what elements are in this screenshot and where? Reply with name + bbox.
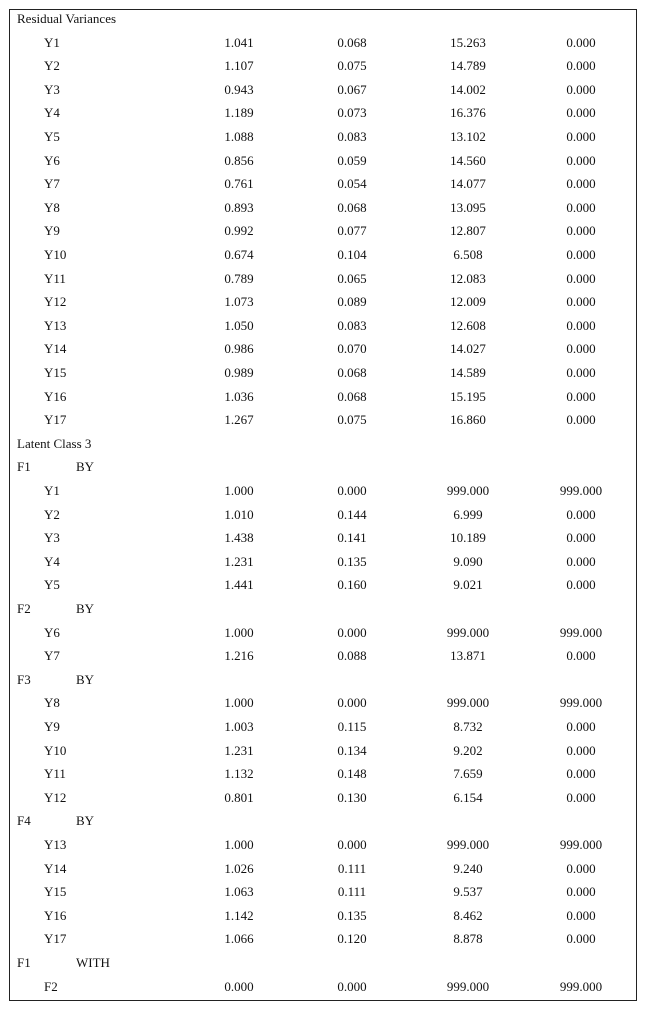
est-se-cell: 10.189 bbox=[450, 530, 486, 546]
variable-label: Y1 bbox=[44, 34, 60, 50]
se-cell: 0.120 bbox=[337, 931, 367, 947]
se-cell: 0.075 bbox=[337, 58, 367, 74]
p-value-cell: 0.000 bbox=[566, 58, 596, 74]
variable-label: Y11 bbox=[44, 270, 66, 286]
section-heading-row bbox=[0, 9, 650, 29]
p-value-cell: 0.000 bbox=[566, 719, 596, 734]
se-cell: 0.000 bbox=[337, 837, 367, 852]
estimate-cell: 1.142 bbox=[224, 907, 254, 923]
se-cell: 0.135 bbox=[337, 907, 367, 923]
table-row bbox=[0, 575, 650, 595]
table-row bbox=[0, 693, 650, 713]
table-row bbox=[0, 410, 650, 430]
table-row bbox=[0, 835, 650, 855]
est-se-cell: 7.659 bbox=[453, 766, 483, 782]
variable-label: Y12 bbox=[44, 789, 67, 805]
p-value-cell: 0.000 bbox=[566, 247, 596, 262]
factor-keyword: BY bbox=[76, 459, 95, 475]
se-cell: 0.054 bbox=[337, 176, 367, 192]
p-value-cell: 0.000 bbox=[566, 199, 596, 215]
se-cell: 0.111 bbox=[337, 860, 367, 876]
est-se-cell: 9.090 bbox=[453, 553, 483, 569]
est-se-cell: 999.000 bbox=[446, 695, 490, 711]
estimate-cell: 0.989 bbox=[224, 365, 254, 380]
est-se-cell: 6.999 bbox=[453, 506, 483, 522]
se-cell: 0.083 bbox=[337, 317, 367, 333]
se-cell: 0.067 bbox=[337, 81, 367, 97]
estimate-cell: 1.041 bbox=[224, 34, 254, 50]
se-cell: 0.088 bbox=[337, 648, 367, 664]
table-row bbox=[0, 788, 650, 808]
estimate-cell: 1.231 bbox=[224, 553, 254, 569]
variable-label: Y8 bbox=[44, 199, 60, 215]
table-row bbox=[0, 623, 650, 643]
est-se-cell: 15.263 bbox=[450, 34, 486, 50]
p-value-cell: 0.000 bbox=[566, 365, 596, 380]
table-row bbox=[0, 80, 650, 100]
table-row bbox=[0, 528, 650, 548]
est-se-cell: 999.000 bbox=[446, 483, 490, 498]
p-value-cell: 0.000 bbox=[566, 412, 596, 428]
estimate-cell: 1.189 bbox=[224, 105, 254, 121]
table-row bbox=[0, 127, 650, 147]
variable-label: Y7 bbox=[44, 176, 60, 192]
variable-label: Y4 bbox=[44, 105, 60, 121]
se-cell: 0.144 bbox=[337, 506, 367, 522]
se-cell: 0.083 bbox=[337, 129, 367, 144]
table-row bbox=[0, 764, 650, 784]
est-se-cell: 13.095 bbox=[450, 199, 486, 215]
se-cell: 0.075 bbox=[337, 412, 367, 428]
variable-label: Y13 bbox=[44, 837, 67, 852]
est-se-cell: 12.083 bbox=[450, 270, 486, 286]
estimate-cell: 1.000 bbox=[224, 483, 254, 498]
factor-keyword: WITH bbox=[76, 955, 110, 970]
estimate-cell: 1.132 bbox=[224, 766, 254, 782]
p-value-cell: 0.000 bbox=[566, 34, 596, 50]
variable-label: Y8 bbox=[44, 695, 60, 711]
se-cell: 0.115 bbox=[337, 719, 367, 734]
est-se-cell: 6.508 bbox=[453, 247, 483, 262]
p-value-cell: 0.000 bbox=[566, 341, 596, 357]
table-row bbox=[0, 316, 650, 336]
est-se-cell: 14.589 bbox=[450, 365, 486, 380]
table-row bbox=[0, 505, 650, 525]
factor-keyword: BY bbox=[76, 601, 95, 616]
table-row bbox=[0, 221, 650, 241]
variable-label: Y13 bbox=[44, 317, 67, 333]
p-value-cell: 0.000 bbox=[566, 506, 596, 522]
table-row bbox=[0, 929, 650, 949]
factor-heading-row bbox=[0, 457, 650, 477]
p-value-cell: 0.000 bbox=[566, 388, 596, 404]
variable-label: Y2 bbox=[44, 506, 60, 522]
estimate-cell: 1.050 bbox=[224, 317, 254, 333]
est-se-cell: 15.195 bbox=[450, 388, 486, 404]
variable-label: Y14 bbox=[44, 860, 67, 876]
estimate-cell: 1.036 bbox=[224, 388, 254, 404]
section-heading: Latent Class 3 bbox=[17, 435, 92, 451]
estimate-cell: 0.943 bbox=[224, 81, 254, 97]
estimate-cell: 0.992 bbox=[224, 223, 254, 239]
est-se-cell: 13.871 bbox=[450, 648, 486, 664]
estimate-cell: 1.438 bbox=[224, 530, 254, 546]
se-cell: 0.070 bbox=[337, 341, 367, 357]
est-se-cell: 999.000 bbox=[446, 837, 490, 852]
p-value-cell: 999.000 bbox=[559, 483, 603, 498]
variable-label: Y1 bbox=[44, 483, 60, 498]
p-value-cell: 0.000 bbox=[566, 317, 596, 333]
se-cell: 0.160 bbox=[337, 577, 367, 593]
p-value-cell: 0.000 bbox=[566, 223, 596, 239]
se-cell: 0.141 bbox=[337, 530, 367, 546]
p-value-cell: 0.000 bbox=[566, 294, 596, 310]
est-se-cell: 14.560 bbox=[450, 152, 486, 168]
variable-label: Y14 bbox=[44, 341, 67, 357]
table-row bbox=[0, 741, 650, 761]
table-row bbox=[0, 151, 650, 171]
variable-label: Y9 bbox=[44, 719, 60, 734]
p-value-cell: 0.000 bbox=[566, 789, 596, 805]
table-row bbox=[0, 481, 650, 501]
estimate-cell: 0.856 bbox=[224, 152, 254, 168]
table-row bbox=[0, 33, 650, 53]
estimate-cell: 0.674 bbox=[224, 247, 254, 262]
p-value-cell: 0.000 bbox=[566, 742, 596, 758]
estimate-cell: 1.441 bbox=[224, 577, 254, 593]
estimate-cell: 0.801 bbox=[224, 789, 254, 805]
est-se-cell: 14.789 bbox=[450, 58, 486, 74]
est-se-cell: 999.000 bbox=[446, 624, 490, 640]
table-row bbox=[0, 56, 650, 76]
est-se-cell: 8.732 bbox=[453, 719, 483, 734]
estimate-cell: 0.761 bbox=[224, 176, 254, 192]
factor-heading-row bbox=[0, 599, 650, 619]
p-value-cell: 0.000 bbox=[566, 907, 596, 923]
p-value-cell: 0.000 bbox=[566, 766, 596, 782]
p-value-cell: 0.000 bbox=[566, 152, 596, 168]
est-se-cell: 12.807 bbox=[450, 223, 486, 239]
estimate-cell: 1.000 bbox=[224, 695, 254, 711]
se-cell: 0.130 bbox=[337, 789, 367, 805]
estimate-cell: 1.231 bbox=[224, 742, 254, 758]
est-se-cell: 9.202 bbox=[453, 742, 483, 758]
estimate-cell: 0.986 bbox=[224, 341, 254, 357]
p-value-cell: 0.000 bbox=[566, 931, 596, 947]
section-heading-row bbox=[0, 434, 650, 454]
table-row bbox=[0, 859, 650, 879]
table-row bbox=[0, 882, 650, 902]
est-se-cell: 999.000 bbox=[446, 978, 490, 994]
est-se-cell: 16.860 bbox=[450, 412, 486, 428]
p-value-cell: 999.000 bbox=[559, 624, 603, 640]
se-cell: 0.068 bbox=[337, 365, 367, 380]
factor-heading-row bbox=[0, 670, 650, 690]
p-value-cell: 0.000 bbox=[566, 176, 596, 192]
estimate-cell: 1.107 bbox=[224, 58, 254, 74]
variable-label: Y5 bbox=[44, 577, 60, 593]
p-value-cell: 0.000 bbox=[566, 553, 596, 569]
se-cell: 0.000 bbox=[337, 624, 367, 640]
est-se-cell: 9.240 bbox=[453, 860, 483, 876]
table-row bbox=[0, 717, 650, 737]
table-row bbox=[0, 906, 650, 926]
se-cell: 0.134 bbox=[337, 742, 367, 758]
variable-label: Y11 bbox=[44, 766, 66, 782]
variable-label: Y3 bbox=[44, 81, 60, 97]
se-cell: 0.068 bbox=[337, 34, 367, 50]
estimate-cell: 0.893 bbox=[224, 199, 254, 215]
variable-label: Y15 bbox=[44, 884, 67, 900]
table-row bbox=[0, 292, 650, 312]
estimate-cell: 1.063 bbox=[224, 884, 254, 900]
se-cell: 0.073 bbox=[337, 105, 367, 121]
p-value-cell: 0.000 bbox=[566, 648, 596, 664]
table-row bbox=[0, 646, 650, 666]
se-cell: 0.000 bbox=[337, 695, 367, 711]
variable-label: Y10 bbox=[44, 742, 67, 758]
variable-label: Y2 bbox=[44, 58, 60, 74]
estimate-cell: 1.267 bbox=[224, 412, 254, 428]
est-se-cell: 6.154 bbox=[453, 789, 483, 805]
table-row bbox=[0, 103, 650, 123]
p-value-cell: 999.000 bbox=[559, 837, 603, 852]
se-cell: 0.077 bbox=[337, 223, 367, 239]
p-value-cell: 0.000 bbox=[566, 860, 596, 876]
p-value-cell: 0.000 bbox=[566, 105, 596, 121]
table-row bbox=[0, 363, 650, 383]
estimate-cell: 0.000 bbox=[224, 978, 254, 994]
est-se-cell: 9.537 bbox=[453, 884, 483, 900]
factor-name: F2 bbox=[17, 601, 31, 616]
variable-label: Y17 bbox=[44, 931, 67, 947]
variable-label: Y3 bbox=[44, 530, 60, 546]
se-cell: 0.065 bbox=[337, 270, 367, 286]
estimate-cell: 1.073 bbox=[224, 294, 254, 310]
section-heading: Residual Variances bbox=[17, 11, 117, 26]
se-cell: 0.068 bbox=[337, 388, 367, 404]
estimate-cell: 1.088 bbox=[224, 129, 254, 144]
estimate-cell: 1.026 bbox=[224, 860, 254, 876]
table-row bbox=[0, 339, 650, 359]
variable-label: Y6 bbox=[44, 624, 60, 640]
se-cell: 0.068 bbox=[337, 199, 367, 215]
variable-label: Y17 bbox=[44, 412, 67, 428]
variable-label: F2 bbox=[44, 978, 58, 994]
factor-heading-row bbox=[0, 811, 650, 831]
variable-label: Y7 bbox=[44, 648, 60, 664]
variable-label: Y16 bbox=[44, 907, 67, 923]
se-cell: 0.148 bbox=[337, 766, 367, 782]
table-row bbox=[0, 198, 650, 218]
p-value-cell: 0.000 bbox=[566, 129, 596, 144]
se-cell: 0.000 bbox=[337, 978, 367, 994]
est-se-cell: 14.077 bbox=[450, 176, 486, 192]
est-se-cell: 14.027 bbox=[450, 341, 486, 357]
se-cell: 0.089 bbox=[337, 294, 367, 310]
table-row bbox=[0, 269, 650, 289]
estimate-cell: 1.010 bbox=[224, 506, 254, 522]
variable-label: Y15 bbox=[44, 365, 67, 380]
p-value-cell: 999.000 bbox=[559, 978, 603, 994]
p-value-cell: 0.000 bbox=[566, 530, 596, 546]
p-value-cell: 0.000 bbox=[566, 81, 596, 97]
table-row bbox=[0, 977, 650, 997]
factor-name: F3 bbox=[17, 671, 31, 687]
variable-label: Y9 bbox=[44, 223, 60, 239]
est-se-cell: 14.002 bbox=[450, 81, 486, 97]
table-row bbox=[0, 174, 650, 194]
estimate-cell: 1.003 bbox=[224, 719, 254, 734]
table-row bbox=[0, 552, 650, 572]
se-cell: 0.000 bbox=[337, 483, 367, 498]
p-value-cell: 0.000 bbox=[566, 577, 596, 593]
table-row bbox=[0, 387, 650, 407]
est-se-cell: 12.009 bbox=[450, 294, 486, 310]
est-se-cell: 16.376 bbox=[450, 105, 486, 121]
est-se-cell: 9.021 bbox=[453, 577, 483, 593]
se-cell: 0.135 bbox=[337, 553, 367, 569]
variable-label: Y4 bbox=[44, 553, 60, 569]
p-value-cell: 0.000 bbox=[566, 270, 596, 286]
se-cell: 0.104 bbox=[337, 247, 367, 262]
est-se-cell: 13.102 bbox=[450, 129, 486, 144]
estimate-cell: 1.216 bbox=[224, 648, 254, 664]
factor-name: F1 bbox=[17, 955, 31, 970]
est-se-cell: 12.608 bbox=[450, 317, 486, 333]
p-value-cell: 0.000 bbox=[566, 884, 596, 900]
factor-keyword: BY bbox=[76, 813, 95, 829]
est-se-cell: 8.878 bbox=[453, 931, 483, 947]
se-cell: 0.059 bbox=[337, 152, 367, 168]
factor-name: F1 bbox=[17, 459, 31, 475]
variable-label: Y5 bbox=[44, 129, 60, 144]
estimate-cell: 1.000 bbox=[224, 624, 254, 640]
factor-keyword: BY bbox=[76, 671, 95, 687]
table-row bbox=[0, 245, 650, 265]
estimate-cell: 1.066 bbox=[224, 931, 254, 947]
variable-label: Y10 bbox=[44, 247, 67, 262]
variable-label: Y6 bbox=[44, 152, 60, 168]
factor-heading-row bbox=[0, 953, 650, 973]
se-cell: 0.111 bbox=[337, 884, 367, 900]
variable-label: Y16 bbox=[44, 388, 67, 404]
variable-label: Y12 bbox=[44, 294, 67, 310]
estimate-cell: 0.789 bbox=[224, 270, 254, 286]
estimate-cell: 1.000 bbox=[224, 837, 254, 852]
p-value-cell: 999.000 bbox=[559, 695, 603, 711]
factor-name: F4 bbox=[17, 813, 31, 829]
est-se-cell: 8.462 bbox=[453, 907, 483, 923]
